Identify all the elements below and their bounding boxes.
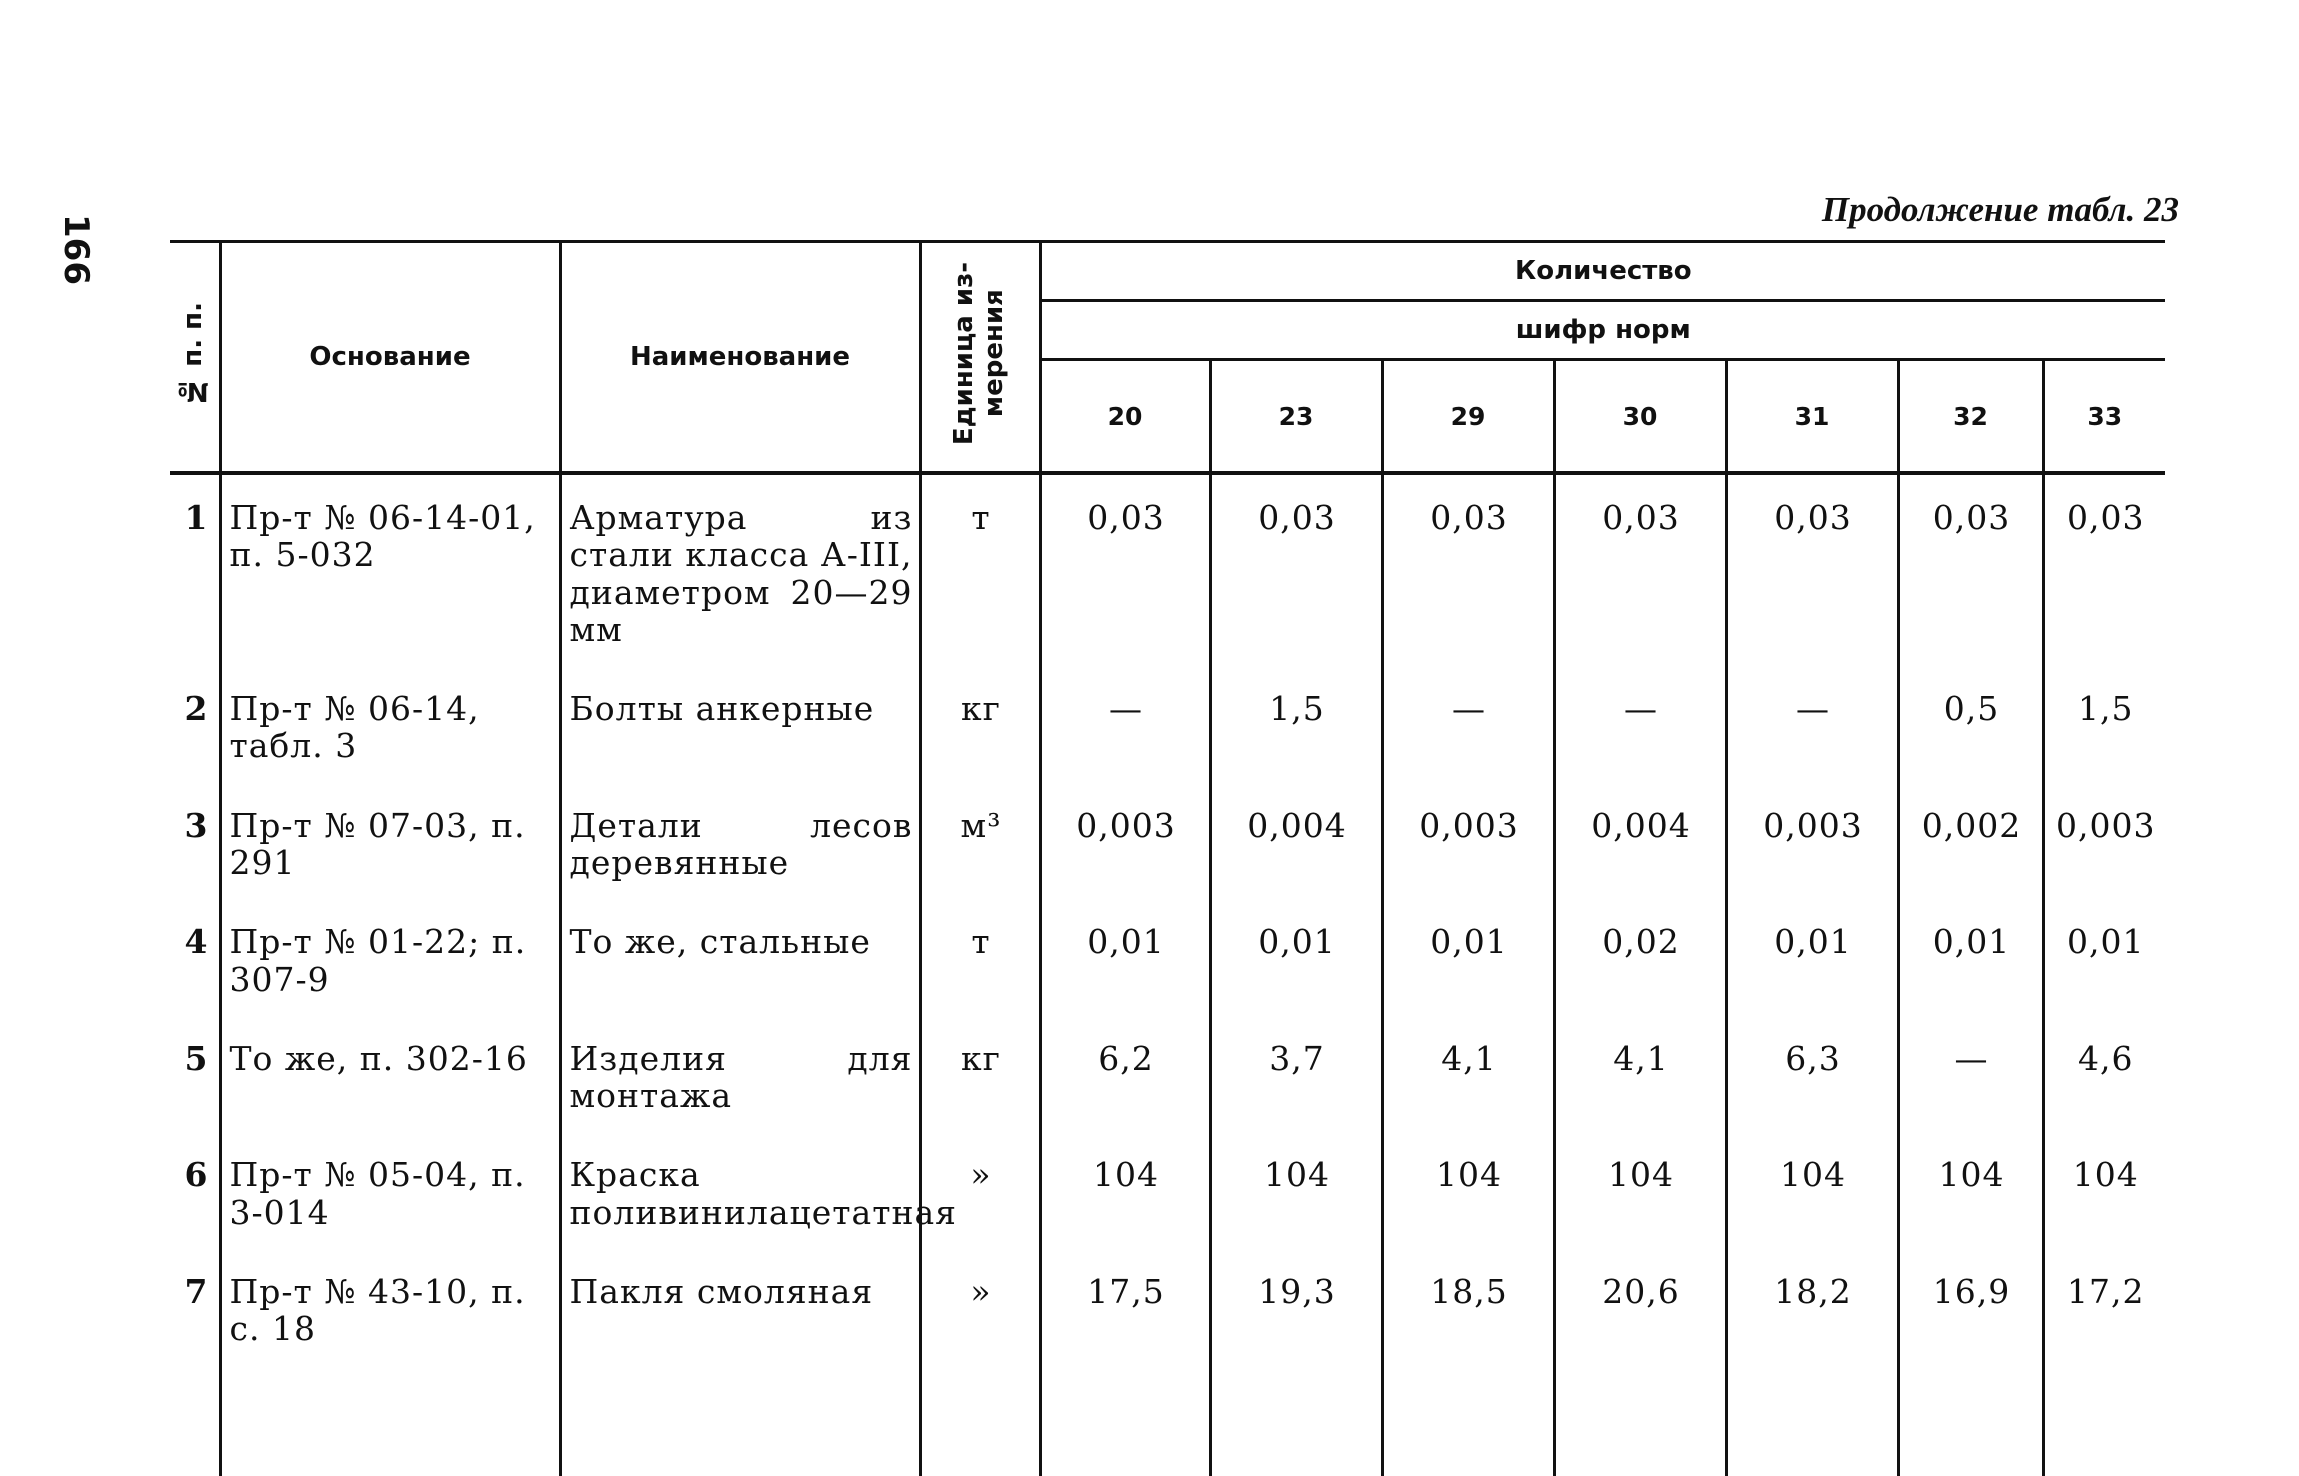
row-number: 3 — [170, 783, 220, 900]
row-value: 0,03 — [1726, 473, 1898, 666]
row-value: 17,2 — [2043, 1249, 2165, 1366]
row-unit: т — [920, 899, 1040, 1016]
header-code-29: 29 — [1382, 360, 1554, 474]
table-row — [170, 1016, 2165, 1133]
header-number: № п. п. — [170, 242, 220, 474]
header-code-33: 33 — [2043, 360, 2165, 474]
row-name: Детали лесов деревянные — [560, 783, 920, 900]
row-value: 4,6 — [2043, 1016, 2165, 1133]
row-number: 7 — [170, 1249, 220, 1366]
row-value: — — [1040, 666, 1210, 783]
row-value: 104 — [1554, 1132, 1726, 1249]
row-value: — — [1898, 1016, 2043, 1133]
row-number: 4 — [170, 899, 220, 1016]
header-code-23: 23 — [1210, 360, 1382, 474]
row-value: 0,02 — [1554, 899, 1726, 1016]
row-number: 6 — [170, 1132, 220, 1249]
row-value: — — [1382, 666, 1554, 783]
row-value: 0,003 — [1040, 783, 1210, 900]
row-unit: м³ — [920, 783, 1040, 900]
row-value: 0,004 — [1554, 783, 1726, 900]
table-row — [170, 1249, 2165, 1366]
row-basis: Пр-т № 43-10, п. с. 18 — [220, 1249, 560, 1366]
row-value: 104 — [1210, 1132, 1382, 1249]
row-value: 104 — [1726, 1132, 1898, 1249]
row-value: 0,01 — [1040, 899, 1210, 1016]
row-value: — — [1726, 666, 1898, 783]
row-value: 3,7 — [1210, 1016, 1382, 1133]
row-basis: Пр-т № 06-14-01, п. 5-032 — [220, 473, 560, 666]
row-value: — — [1554, 666, 1726, 783]
row-name: Пакля смоляная — [560, 1249, 920, 1366]
row-unit: кг — [920, 1016, 1040, 1133]
row-value: 18,2 — [1726, 1249, 1898, 1366]
row-name: Краска поливинилацетатная — [560, 1132, 920, 1249]
header-name: Наименование — [560, 242, 920, 474]
row-value: 0,03 — [1898, 473, 2043, 666]
row-value: 0,003 — [1726, 783, 1898, 900]
row-value: 6,2 — [1040, 1016, 1210, 1133]
header-norm-code: шифр норм — [1040, 301, 2165, 360]
row-number: 2 — [170, 666, 220, 783]
row-unit: кг — [920, 666, 1040, 783]
header-code-31: 31 — [1726, 360, 1898, 474]
row-value: 0,003 — [2043, 783, 2165, 900]
row-basis: Пр-т № 01-22; п. 307-9 — [220, 899, 560, 1016]
header-unit: Единица из- мерения — [920, 242, 1040, 474]
row-value: 0,5 — [1898, 666, 2043, 783]
row-value: 0,01 — [1898, 899, 2043, 1016]
row-value: 4,1 — [1554, 1016, 1726, 1133]
row-value: 16,9 — [1898, 1249, 2043, 1366]
row-value: 0,01 — [1382, 899, 1554, 1016]
row-name: То же, стальные — [560, 899, 920, 1016]
header-code-20: 20 — [1040, 360, 1210, 474]
header-basis: Основание — [220, 242, 560, 474]
row-value: 0,01 — [1726, 899, 1898, 1016]
row-name: Изделия для монтажа — [560, 1016, 920, 1133]
table-row — [170, 783, 2165, 900]
row-value: 1,5 — [1210, 666, 1382, 783]
materials-table — [170, 240, 2165, 1476]
row-basis: Пр-т № 06-14, табл. 3 — [220, 666, 560, 783]
row-value: 104 — [2043, 1132, 2165, 1249]
row-unit: т — [920, 473, 1040, 666]
row-name: Арматура из стали класса А-III, диаметром 20—29 мм — [560, 473, 920, 666]
row-value: 0,003 — [1382, 783, 1554, 900]
row-value: 0,002 — [1898, 783, 2043, 900]
row-value: 0,01 — [1210, 899, 1382, 1016]
row-basis: То же, п. 302-16 — [220, 1016, 560, 1133]
row-value: 104 — [1382, 1132, 1554, 1249]
table-row — [170, 666, 2165, 783]
header-code-30: 30 — [1554, 360, 1726, 474]
header-code-32: 32 — [1898, 360, 2043, 474]
row-value: 0,03 — [1382, 473, 1554, 666]
row-value: 0,03 — [1210, 473, 1382, 666]
table-continuation-title: Продолжение табл. 23 — [1821, 190, 2179, 229]
row-number: 5 — [170, 1016, 220, 1133]
row-value: 1,5 — [2043, 666, 2165, 783]
page-number: 166 — [56, 214, 96, 285]
row-basis: Пр-т № 07-03, п. 291 — [220, 783, 560, 900]
row-value: 0,004 — [1210, 783, 1382, 900]
row-value: 0,03 — [1040, 473, 1210, 666]
row-value: 19,3 — [1210, 1249, 1382, 1366]
row-value: 0,01 — [2043, 899, 2165, 1016]
row-value: 20,6 — [1554, 1249, 1726, 1366]
row-value: 18,5 — [1382, 1249, 1554, 1366]
row-value: 6,3 — [1726, 1016, 1898, 1133]
row-unit-ditto-icon: » — [920, 1249, 1040, 1366]
row-value: 104 — [1898, 1132, 2043, 1249]
row-value: 4,1 — [1382, 1016, 1554, 1133]
table-spacer-row — [170, 1366, 2165, 1476]
row-basis: Пр-т № 05-04, п. 3-014 — [220, 1132, 560, 1249]
row-value: 0,03 — [1554, 473, 1726, 666]
row-unit-ditto-icon: » — [920, 1132, 1040, 1249]
row-name: Болты анкерные — [560, 666, 920, 783]
table-row — [170, 473, 2165, 666]
row-value: 17,5 — [1040, 1249, 1210, 1366]
row-number: 1 — [170, 473, 220, 666]
table-row — [170, 899, 2165, 1016]
header-quantity: Количество — [1040, 242, 2165, 301]
row-value: 104 — [1040, 1132, 1210, 1249]
row-value: 0,03 — [2043, 473, 2165, 666]
table-row — [170, 1132, 2165, 1249]
